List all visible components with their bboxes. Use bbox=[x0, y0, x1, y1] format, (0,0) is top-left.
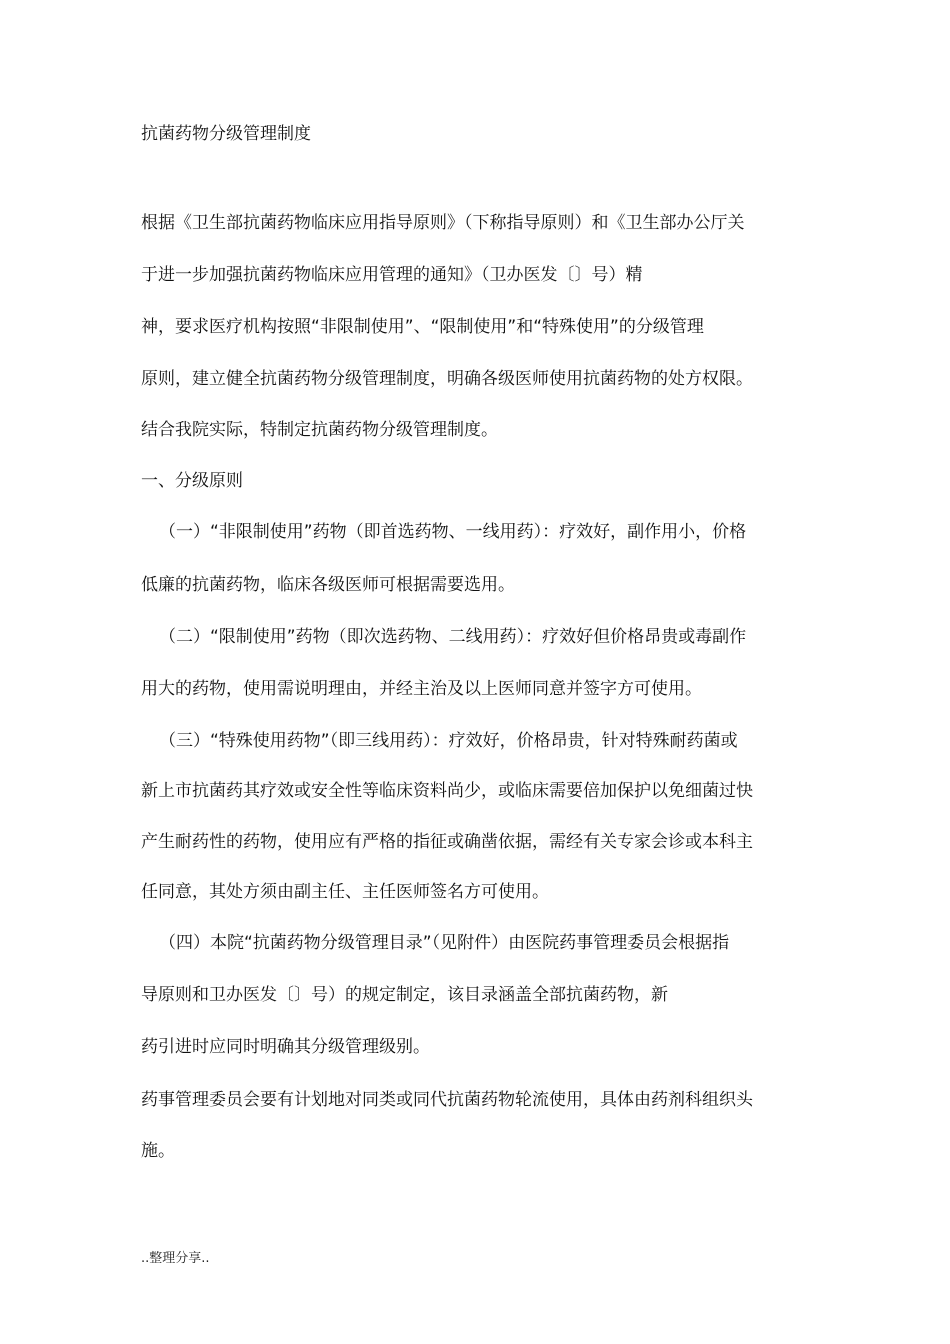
paragraph-line: 导原则和卫办医发〔〕号）的规定制定，该目录涵盖全部抗菌药物，新 bbox=[141, 985, 668, 1005]
paragraph-line: 药事管理委员会要有计划地对同类或同代抗菌药物轮流使用，具体由药剂科组织头 bbox=[141, 1090, 753, 1110]
paragraph-line: 低廉的抗菌药物，临床各级医师可根据需要选用。 bbox=[141, 575, 515, 595]
paragraph-line: （三）“特殊使用药物”（即三线用药）：疗效好，价格昂贵，针对特殊耐药菌或 bbox=[159, 731, 738, 751]
paragraph-line: 用大的药物，使用需说明理由，并经主治及以上医师同意并签字方可使用。 bbox=[141, 679, 702, 699]
document-title: 抗菌药物分级管理制度 bbox=[141, 124, 311, 144]
section-heading: 一、分级原则 bbox=[141, 471, 243, 491]
paragraph-line: 神，要求医疗机构按照“非限制使用”、“限制使用”和“特殊使用”的分级管理 bbox=[141, 317, 704, 337]
paragraph-line: 新上市抗菌药其疗效或安全性等临床资料尚少，或临床需要倍加保护以免细菌过快 bbox=[141, 781, 753, 801]
paragraph-line: （一）“非限制使用”药物（即首选药物、一线用药）：疗效好，副作用小，价格 bbox=[159, 522, 747, 542]
paragraph-line: 施。 bbox=[141, 1141, 175, 1161]
paragraph-line: （二）“限制使用”药物（即次选药物、二线用药）：疗效好但价格昂贵或毒副作 bbox=[159, 627, 747, 647]
paragraph-line: 任同意，其处方须由副主任、主任医师签名方可使用。 bbox=[141, 882, 549, 902]
paragraph-line: 于进一步加强抗菌药物临床应用管理的通知》（卫办医发〔〕号）精 bbox=[141, 265, 643, 285]
paragraph-line: 产生耐药性的药物，使用应有严格的指征或确凿依据，需经有关专家会诊或本科主 bbox=[141, 832, 753, 852]
paragraph-line: 药引进时应同时明确其分级管理级别。 bbox=[141, 1037, 430, 1057]
paragraph-line: （四）本院“抗菌药物分级管理目录”（见附件）由医院药事管理委员会根据指 bbox=[159, 933, 730, 953]
paragraph-line: 原则，建立健全抗菌药物分级管理制度，明确各级医师使用抗菌药物的处方权限。 bbox=[141, 369, 753, 389]
page-footer: ..整理分享.. bbox=[141, 1251, 210, 1266]
paragraph-line: 根据《卫生部抗菌药物临床应用指导原则》（下称指导原则）和《卫生部办公厅关 bbox=[141, 213, 745, 233]
paragraph-line: 结合我院实际，特制定抗菌药物分级管理制度。 bbox=[141, 420, 498, 440]
